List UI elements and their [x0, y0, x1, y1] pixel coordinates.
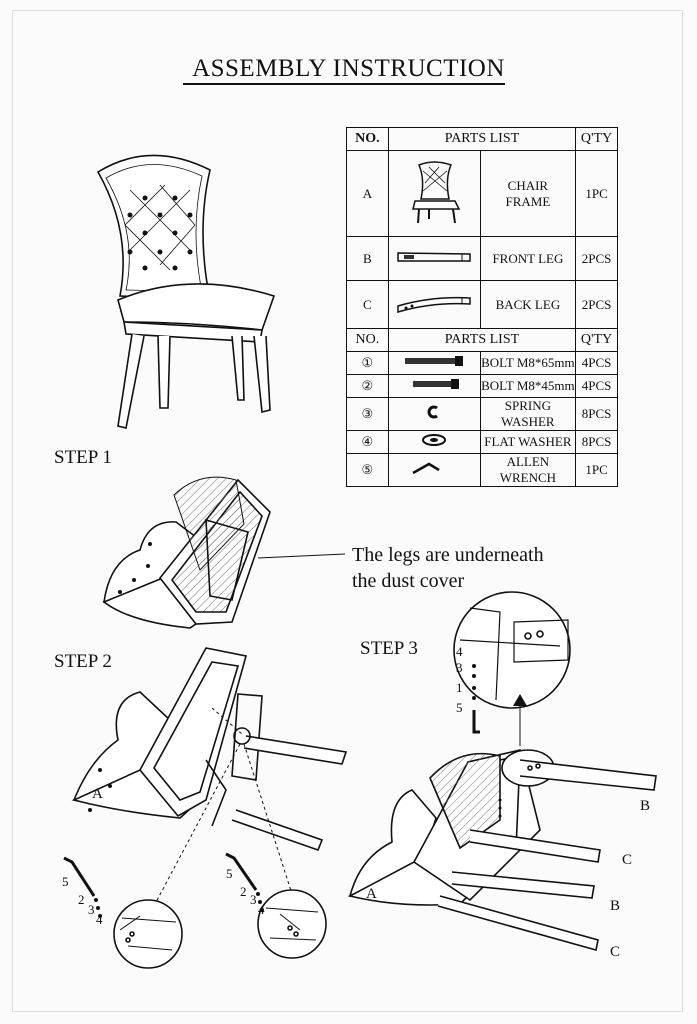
- step3-seq-3: 3: [456, 660, 463, 675]
- step3-label: STEP 3: [360, 638, 418, 659]
- step3-leg-label-b1: B: [640, 798, 651, 814]
- step3-leg-label-c1: C: [622, 852, 633, 868]
- col-header-no: NO.: [347, 329, 389, 352]
- col-header-qty: Q'TY: [576, 329, 618, 352]
- part-qty: 2PCS: [576, 281, 618, 329]
- step2-right-seq-4: 4: [258, 902, 265, 917]
- col-header-qty: Q'TY: [576, 128, 618, 151]
- part-no: A: [347, 151, 389, 237]
- step2-label: STEP 2: [54, 651, 112, 672]
- hardware-no: ①: [347, 352, 389, 375]
- chair-illustration: [98, 155, 274, 428]
- part-qty: 2PCS: [576, 237, 618, 281]
- step1-illustration: [104, 477, 345, 628]
- step2-right-seq-3: 3: [250, 892, 257, 907]
- hardware-qty: 8PCS: [576, 398, 618, 431]
- part-name-line1: CHAIR: [507, 177, 549, 193]
- step1-label: STEP 1: [54, 447, 112, 468]
- hardware-name: FLAT WASHER: [480, 431, 575, 454]
- step3-leg-label-b2: B: [610, 898, 621, 914]
- hardware-qty: 4PCS: [576, 375, 618, 398]
- hardware-name: BOLT M8*65mm: [480, 352, 575, 375]
- step2-left-seq-3: 3: [88, 902, 95, 917]
- step2-left-seq-2: 2: [78, 892, 85, 907]
- step3-leg-label-c2: C: [610, 944, 621, 960]
- hardware-no: ②: [347, 375, 389, 398]
- hardware-no: ④: [347, 431, 389, 454]
- step1-note-line2: the dust cover: [352, 570, 465, 592]
- part-name: FRONT LEG: [480, 237, 575, 281]
- part-no: C: [347, 281, 389, 329]
- hardware-name: SPRING WASHER: [480, 398, 575, 431]
- step2-right-seq-2: 2: [240, 884, 247, 899]
- step2-left-seq-5: 5: [62, 874, 69, 889]
- page-title: ASSEMBLY INSTRUCTION: [192, 55, 505, 82]
- step1-note: [352, 542, 544, 594]
- hardware-name: ALLEN WRENCH: [480, 454, 575, 487]
- part-qty: 1PC: [576, 151, 618, 237]
- part-name-line2: FRAME: [505, 193, 551, 209]
- hardware-name: BOLT M8*45mm: [480, 375, 575, 398]
- hardware-qty: 8PCS: [576, 431, 618, 454]
- step3-seq-1: 1: [456, 680, 463, 695]
- step2-frame-label: A: [92, 786, 103, 802]
- step1-note-line1: The legs are underneath: [352, 544, 544, 566]
- col-header-parts-list: PARTS LIST: [388, 128, 575, 151]
- col-header-parts-list: PARTS LIST: [388, 329, 575, 352]
- step2-illustration: [64, 648, 346, 968]
- col-header-no: NO.: [347, 128, 389, 151]
- step3-seq-4: 4: [456, 644, 463, 659]
- step3-frame-label: A: [366, 886, 377, 902]
- hardware-no: ⑤: [347, 454, 389, 487]
- part-name: BACK LEG: [480, 281, 575, 329]
- hardware-qty: 1PC: [576, 454, 618, 487]
- step3-seq-5: 5: [456, 700, 463, 715]
- step2-left-seq-4: 4: [96, 912, 103, 927]
- hardware-qty: 4PCS: [576, 352, 618, 375]
- part-no: B: [347, 237, 389, 281]
- step2-right-seq-5: 5: [226, 866, 233, 881]
- hardware-no: ③: [347, 398, 389, 431]
